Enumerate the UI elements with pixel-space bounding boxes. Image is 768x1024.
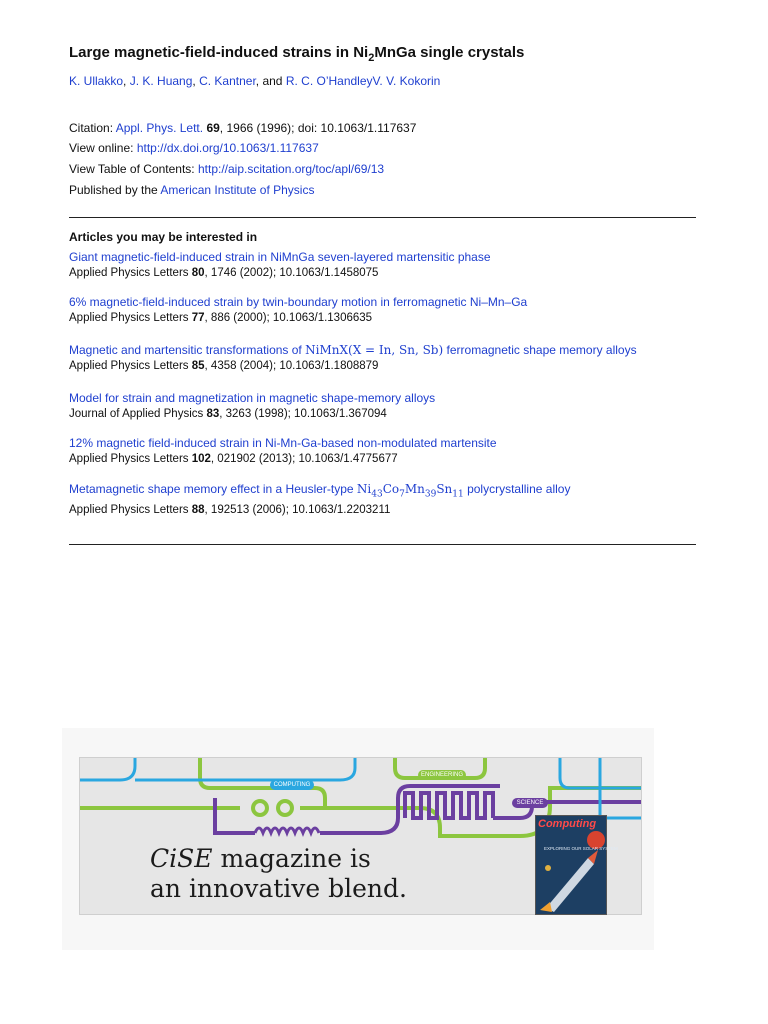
journal-link[interactable]: Appl. Phys. Lett. xyxy=(115,121,204,135)
related-article xyxy=(69,343,696,374)
related-article xyxy=(69,295,696,326)
cise-ad-banner[interactable] xyxy=(79,757,642,915)
related-heading: Articles you may be interested in xyxy=(69,230,258,244)
related-article xyxy=(69,482,696,518)
related-article-ref: Journal of Applied Physics 83, 3263 (1998); 10.1063/1.367094 xyxy=(69,408,387,420)
toc-link[interactable]: http://aip.scitation.org/toc/apl/69/13 xyxy=(197,162,385,176)
citation-line: Citation: Appl. Phys. Lett. 69, 1966 (1996); doi: 10.1063/1.117637 xyxy=(69,121,417,135)
tag-engineering: ENGINEERING xyxy=(420,772,463,778)
related-article-ref: Applied Physics Letters 80, 1746 (2002); 10.1063/1.1458075 xyxy=(69,267,379,279)
related-article-title[interactable]: 6% magnetic-field-induced strain by twin-boundary motion in ferromagnetic Ni–Mn–Ga xyxy=(69,295,528,309)
related-article-ref: Applied Physics Letters 88, 192513 (2006); 10.1063/1.2203211 xyxy=(69,504,391,517)
doi-link[interactable]: http://dx.doi.org/10.1063/1.117637 xyxy=(136,141,319,155)
author-link[interactable]: R. C. O’HandleyV. V. Kokorin xyxy=(285,74,441,88)
tag-science: SCIENCE xyxy=(516,800,544,806)
tag-computing: COMPUTING xyxy=(273,782,311,788)
author-link[interactable]: C. Kantner xyxy=(199,74,256,88)
divider xyxy=(69,544,696,545)
divider xyxy=(69,217,696,218)
rocket-icon xyxy=(536,816,606,914)
ad-headline: CiSE magazine is an innovative blend. xyxy=(150,844,407,903)
related-article-title[interactable]: Model for strain and magnetization in magnetic shape-memory alloys xyxy=(69,391,436,405)
related-article-title[interactable]: 12% magnetic field-induced strain in Ni-Mn-Ga-based non-modulated martensite xyxy=(69,436,497,450)
paper-title: Large magnetic-field-induced strains in $Ni_2MnGa$ single crystals xyxy=(69,44,525,64)
author-link[interactable]: K. Ullakko xyxy=(69,74,124,88)
view-online-line: View online: http://dx.doi.org/10.1063/1.117637 xyxy=(69,141,319,155)
related-article-ref: Applied Physics Letters 85, 4358 (2004); 10.1063/1.1808879 xyxy=(69,360,379,372)
related-article-title[interactable]: Magnetic and martensitic transformations of NiMnX(X = In, Sn, Sb) ferromagnetic shape memory alloys xyxy=(69,343,637,357)
toc-line: View Table of Contents: http://aip.scitation.org/toc/apl/69/13 xyxy=(69,162,385,176)
related-article-ref: Applied Physics Letters 77, 886 (2000); 10.1063/1.1306635 xyxy=(69,312,373,324)
related-article-title[interactable]: Metamagnetic shape memory effect in a Heusler-type $Ni_{43}Co_7Mn_{39}Sn_{11}$ polycrystalline alloy xyxy=(69,482,571,500)
magazine-title: Computing xyxy=(538,818,597,830)
publisher-link[interactable]: American Institute of Physics xyxy=(160,183,315,197)
related-article xyxy=(69,250,696,281)
publisher-line: Published by the American Institute of Physics xyxy=(69,183,315,197)
related-article xyxy=(69,436,696,467)
magazine-subtitle: EXPLORING OUR SOLAR SYSTEM xyxy=(544,846,618,851)
related-article-ref: Applied Physics Letters 102, 021902 (2013); 10.1063/1.4775677 xyxy=(69,453,398,465)
magazine-cover xyxy=(535,815,618,915)
author-link[interactable]: J. K. Huang xyxy=(129,74,193,88)
author-list: K. Ullakko, J. K. Huang, C. Kantner, and R. C. O’HandleyV. V. Kokorin xyxy=(69,74,441,88)
related-article xyxy=(69,391,696,422)
related-article-title[interactable]: Giant magnetic-field-induced strain in NiMnGa seven-layered martensitic phase xyxy=(69,250,491,264)
